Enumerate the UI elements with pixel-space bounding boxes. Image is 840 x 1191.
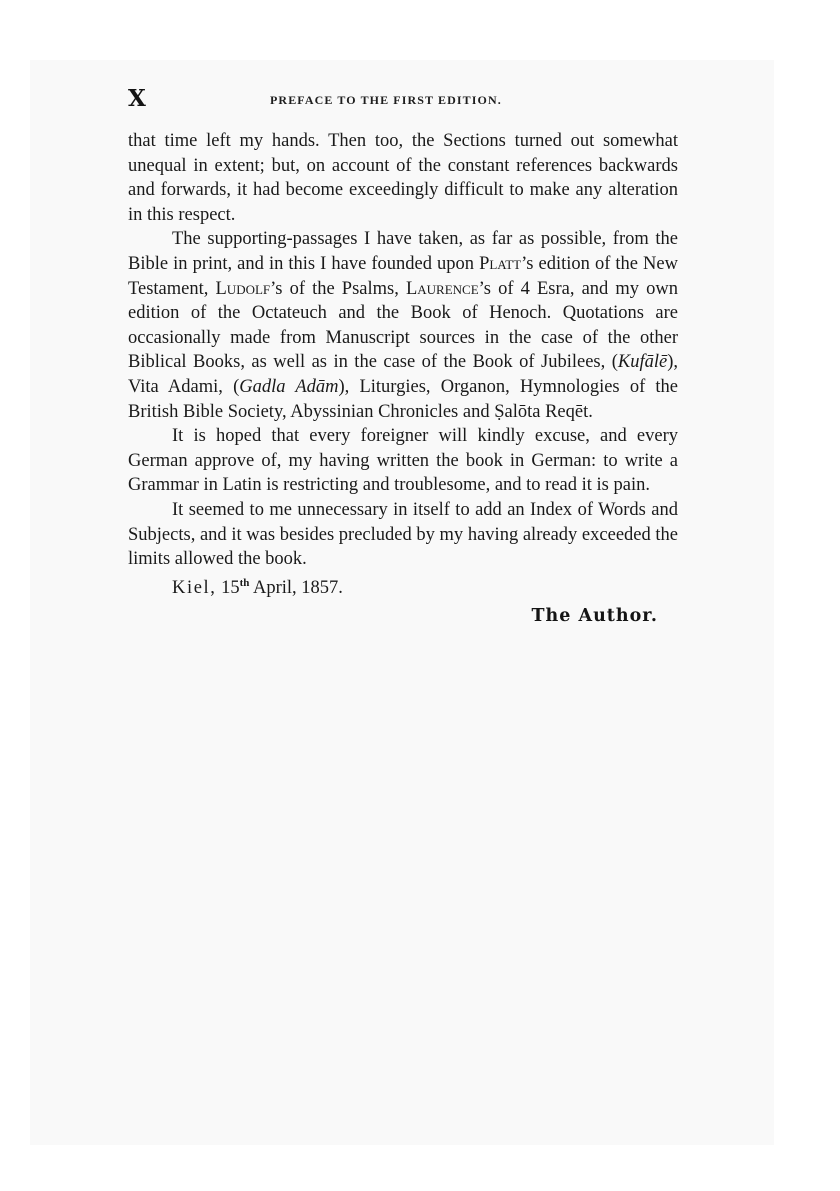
dateline-date: April, 1857.	[253, 577, 343, 598]
paragraph-index-note: It seemed to me unnecessary in itself to add an Index of Words and Subjects, and it was besides precluded by my having already exceeded the limits allowed the book.	[128, 499, 678, 570]
text-segment: The supporting-passages I have taken, as far as possible, from the Bible in print, and in this I have founded upon	[128, 229, 678, 274]
dateline-place: Kiel,	[172, 577, 217, 598]
text-segment: ’s of the Psalms,	[270, 278, 406, 299]
author-name-laurence: Laurence	[405, 278, 479, 299]
page-number: X	[128, 85, 146, 112]
preface-body	[128, 129, 678, 629]
dateline-day: 15	[221, 577, 240, 598]
title-kufale: Kufālē	[617, 352, 668, 373]
paragraph-supporting-passages	[128, 227, 678, 424]
dateline	[128, 576, 678, 601]
title-gadla-adam: Gadla Adām	[239, 376, 339, 397]
text-segment: ), Vita Adami, (	[128, 352, 678, 397]
signature: The Author.	[531, 606, 658, 627]
running-head	[128, 85, 678, 115]
paragraph-continuation: that time left my hands. Then too, the Sections turned out somewhat unequal in extent; but, on account of the constant references backwards and forwards, it had become exceedingly difficult to make any alteration in this respect.	[128, 131, 678, 225]
text-segment: ’s of 4 Esra, and my own edition of the Octateuch and the Book of Henoch. Quotations are occasionally made from Manuscript sources in the case of the other Biblical Books, as well as in the case of the Book of Jubilees, (	[128, 278, 679, 373]
author-name-ludolf: Ludolf	[215, 278, 271, 299]
running-title: PREFACE TO THE FIRST EDITION.	[270, 93, 502, 107]
text-segment: ’s edition of the New Testament,	[128, 253, 678, 299]
text-segment: ), Liturgies, Organon, Hymnologies of the British Bible Society, Abyssinian Chronicles and Ṣalōta Reqēt.	[128, 376, 679, 422]
dateline-day-suffix: th	[239, 576, 250, 589]
paragraph-language-note: It is hoped that every foreigner will kindly excuse, and every German approve of, my having written the book in German: to write a Grammar in Latin is restricting and troublesome, and to read it is pain.	[128, 426, 678, 496]
author-name-platt: Platt	[479, 253, 522, 274]
